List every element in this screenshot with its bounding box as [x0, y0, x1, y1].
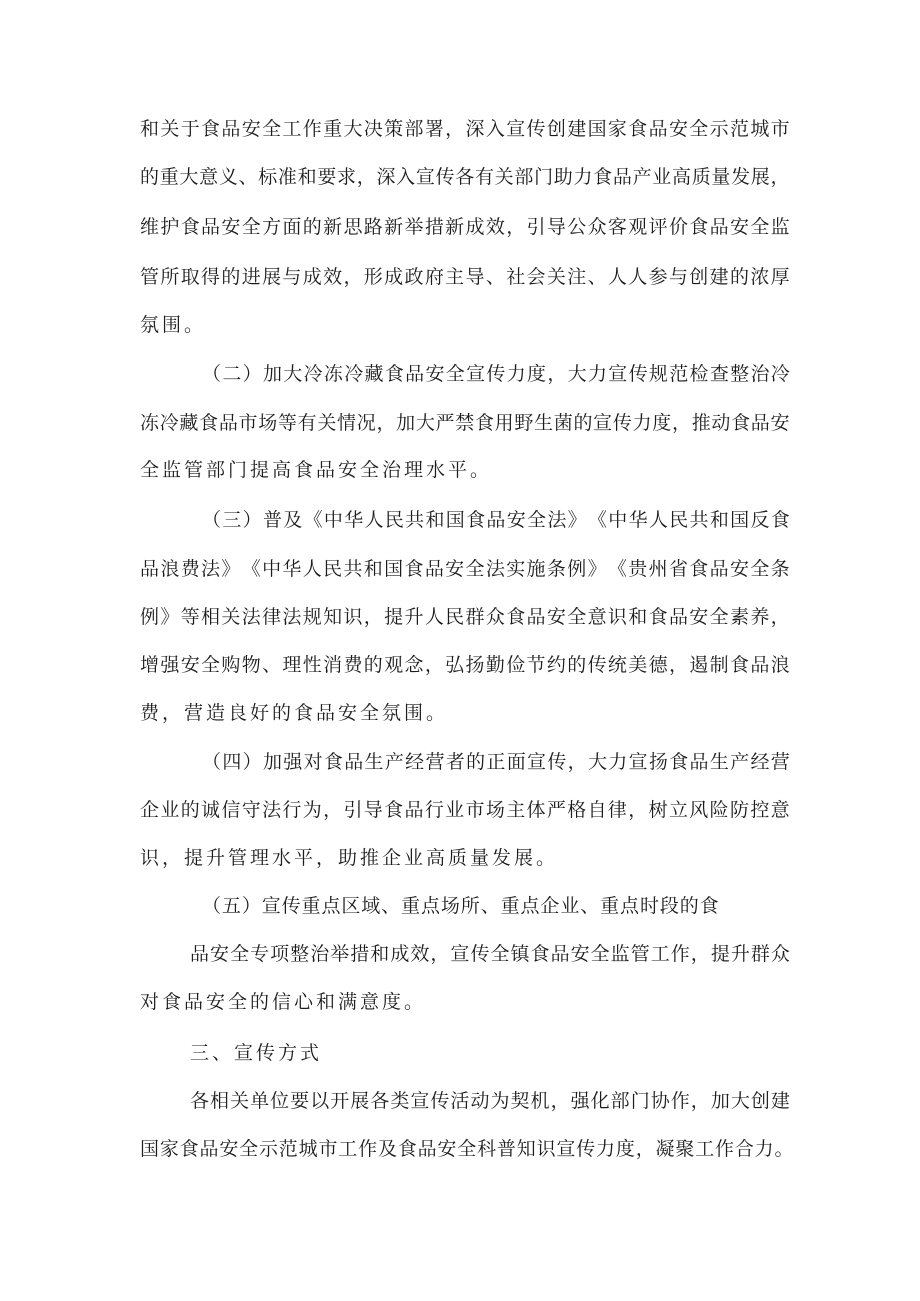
text-line: 全监管部门提高食品安全治理水平。 — [140, 459, 493, 481]
text-line: 冻 冷 藏 食 品 市 场 等 有 关 情 况 ， 加 大 严 禁 食 用 野 生 菌 的 宣 传 力 度 ， 推 动 食 品 安 — [140, 412, 790, 434]
text-line: 和 关 于 食 品 安 全 工 作 重 大 决 策 部 署 ， 深 入 宣 传 创 建 国 家 食 品 安 全 示 范 城 市 — [140, 118, 790, 140]
text-line: （ 四 ） 加 强 对 食 品 生 产 经 营 者 的 正 面 宣 传 ， 大 力 宣 扬 食 品 生 产 经 营 — [202, 751, 790, 773]
text-line: 氛围。 — [140, 314, 207, 336]
text-line: （ 五 ） 宣 传 重 点 区 域 、 重 点 场 所 、 重 点 企 业 、 重 点 时 段 的 食 — [202, 895, 719, 917]
text-line: 增 强 安 全 购 物 、 理 性 消 费 的 观 念 ， 弘 扬 勤 俭 节 约 的 传 统 美 德 ， 遏 制 食 品 浪 — [140, 654, 790, 676]
text-line: 的 重 大 意 义 、 标 准 和 要 求 ， 深 入 宣 传 各 有 关 部 门 助 力 食 品 产 业 高 质 量 发 展 ， — [140, 166, 790, 188]
text-line: （ 二 ） 加 大 冷 冻 冷 藏 食 品 安 全 宣 传 力 度 ， 大 力 宣 传 规 范 检 查 整 治 冷 — [202, 363, 790, 385]
text-line: 识，提升管理水平，助推企业高质量发展。 — [140, 847, 559, 869]
text-line: 企 业 的 诚 信 守 法 行 为 ， 引 导 食 品 行 业 市 场 主 体 严 格 自 律 ， 树 立 风 险 防 控 意 — [140, 799, 790, 821]
text-line: 例 》 等 相 关 法 律 法 规 知 识 ， 提 升 人 民 群 众 食 品 安 全 意 识 和 食 品 安 全 素 养 ， — [140, 606, 790, 628]
text-line: 品 浪 费 法 》 《 中 华 人 民 共 和 国 食 品 安 全 法 实 施 条 例 》 《 贵 州 省 食 品 安 全 条 — [140, 558, 790, 580]
text-line: 对食品安全的信心和满意度。 — [140, 991, 427, 1013]
text-line: 品 安 全 专 项 整 治 举 措 和 成 效 ， 宣 传 全 镇 食 品 安 全 监 管 工 作 ， 提 升 群 众 — [190, 943, 790, 965]
text-line: 管 所 取 得 的 进 展 与 成 效 ， 形 成 政 府 主 导 、 社 会 关 注 、 人 人 参 与 创 建 的 浓 厚 — [140, 266, 790, 288]
text-line: 维 护 食 品 安 全 方 面 的 新 思 路 新 举 措 新 成 效 ， 引 导 公 众 客 观 评 价 食 品 安 全 监 — [140, 216, 790, 238]
text-line: 各 相 关 单 位 要 以 开 展 各 类 宣 传 活 动 为 契 机 ， 强 化 部 门 协 作 ， 加 大 创 建 — [190, 1090, 790, 1112]
text-line: 费，营造良好的食品安全氛围。 — [140, 702, 449, 724]
text-line: （ 三 ） 普 及 《 中 华 人 民 共 和 国 食 品 安 全 法 》 《 中 华 人 民 共 和 国 反 食 — [202, 509, 790, 531]
section-heading: 三、宣传方式 — [190, 1042, 323, 1064]
text-line: 国 家 食 品 安 全 示 范 城 市 工 作 及 食 品 安 全 科 普 知 识 宣 传 力 度 ， 凝 聚 工 作 合 力 。 — [140, 1138, 794, 1160]
